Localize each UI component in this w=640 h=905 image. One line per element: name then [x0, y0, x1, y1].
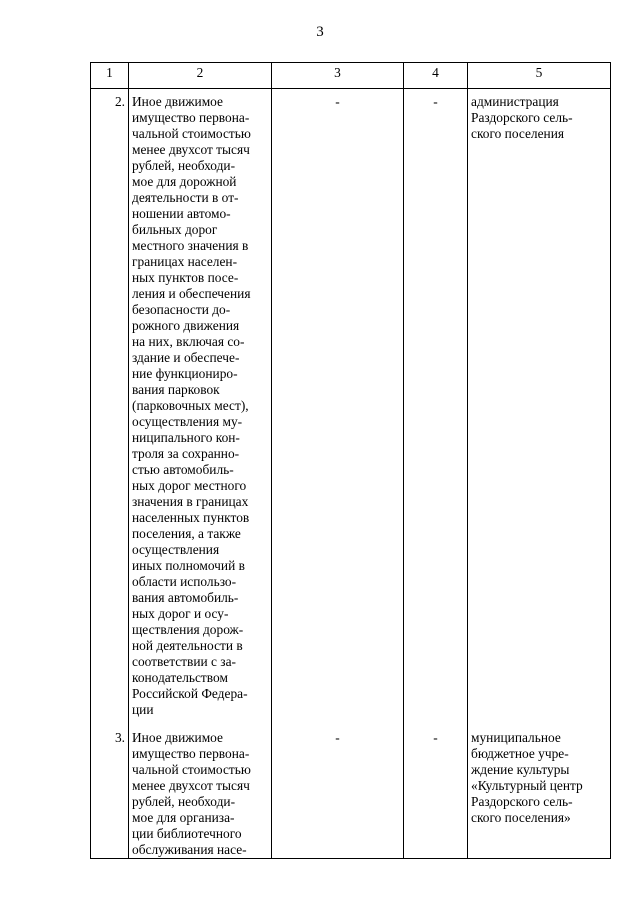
organization-line: бюджетное учре- [471, 746, 569, 761]
description-line: безопасности до- [132, 302, 231, 317]
organization-line: «Культурный центр [471, 778, 583, 793]
organization-line: ского поселения» [471, 810, 571, 825]
description-line: иных полномочий в [132, 558, 245, 573]
description-line: поселения, а также [132, 526, 241, 541]
description-line: чальной стоимостью [132, 762, 251, 777]
description-line: Иное движимое [132, 94, 223, 109]
holder-organization [468, 725, 611, 859]
description-line: рублей, необходи- [132, 794, 236, 809]
description-line: мое для организа- [132, 810, 235, 825]
description-line: ществления дорож- [132, 622, 244, 637]
description-line: вания автомобиль- [132, 590, 239, 605]
column-3-value: - [272, 89, 404, 726]
description-line: области использо- [132, 574, 237, 589]
description-line: ления и обеспечения [132, 286, 251, 301]
description-line: чальной стоимостью [132, 126, 251, 141]
description-line: ношении автомо- [132, 206, 231, 221]
description-line: осуществления му- [132, 414, 243, 429]
description-line: троля за сохранно- [132, 446, 240, 461]
organization-line: Раздорского сель- [471, 110, 573, 125]
description-line: стью автомобиль- [132, 462, 234, 477]
property-description [129, 725, 272, 859]
column-header-4: 4 [404, 63, 468, 89]
column-header-3: 3 [272, 63, 404, 89]
description-line: Российской Федера- [132, 686, 248, 701]
column-3-value: - [272, 725, 404, 859]
column-header-2: 2 [129, 63, 272, 89]
property-description [129, 89, 272, 726]
description-line: ных дорог и осу- [132, 606, 229, 621]
description-line: имущество первона- [132, 746, 250, 761]
table-row [91, 725, 611, 859]
description-line: (парковочных мест), [132, 398, 249, 413]
description-line: ние функциониро- [132, 366, 238, 381]
description-line: осуществления [132, 542, 220, 557]
description-line: мое для дорожной [132, 174, 237, 189]
page-number: 3 [316, 24, 324, 40]
description-line: ции библиотечного [132, 826, 242, 841]
description-line: ных пунктов посе- [132, 270, 239, 285]
organization-line: муниципальное [471, 730, 561, 745]
description-line: рублей, необходи- [132, 158, 236, 173]
description-line: границах населен- [132, 254, 238, 269]
description-line: ции [132, 702, 154, 717]
table-header-row [91, 63, 611, 89]
holder-organization [468, 89, 611, 726]
description-line: ниципального кон- [132, 430, 240, 445]
description-line: конодательством [132, 670, 228, 685]
description-line: деятельности в от- [132, 190, 239, 205]
description-line: местного значения в [132, 238, 249, 253]
organization-line: администрация [471, 94, 559, 109]
organization-line: ждение культуры [471, 762, 570, 777]
description-line: на них, включая со- [132, 334, 245, 349]
organization-line: Раздорского сель- [471, 794, 573, 809]
description-line: вания парковок [132, 382, 220, 397]
description-line: имущество первона- [132, 110, 250, 125]
description-line: ной деятельности в [132, 638, 243, 653]
description-line: обслуживания насе- [132, 842, 247, 857]
description-line: соответствии с за- [132, 654, 236, 669]
description-line: населенных пунктов [132, 510, 250, 525]
organization-line: ского поселения [471, 126, 565, 141]
column-4-value: - [404, 725, 468, 859]
description-line: здание и обеспече- [132, 350, 240, 365]
description-line: ных дорог местного [132, 478, 247, 493]
table-row [91, 89, 611, 726]
row-number: 2. [91, 89, 129, 726]
description-line: менее двухсот тысяч [132, 142, 250, 157]
column-4-value: - [404, 89, 468, 726]
description-line: бильных дорог [132, 222, 218, 237]
description-line: рожного движения [132, 318, 240, 333]
description-line: значения в границах [132, 494, 249, 509]
column-header-5: 5 [468, 63, 611, 89]
description-line: менее двухсот тысяч [132, 778, 250, 793]
row-number: 3. [91, 725, 129, 859]
column-header-1: 1 [91, 63, 129, 89]
property-table [90, 62, 611, 859]
description-line: Иное движимое [132, 730, 223, 745]
